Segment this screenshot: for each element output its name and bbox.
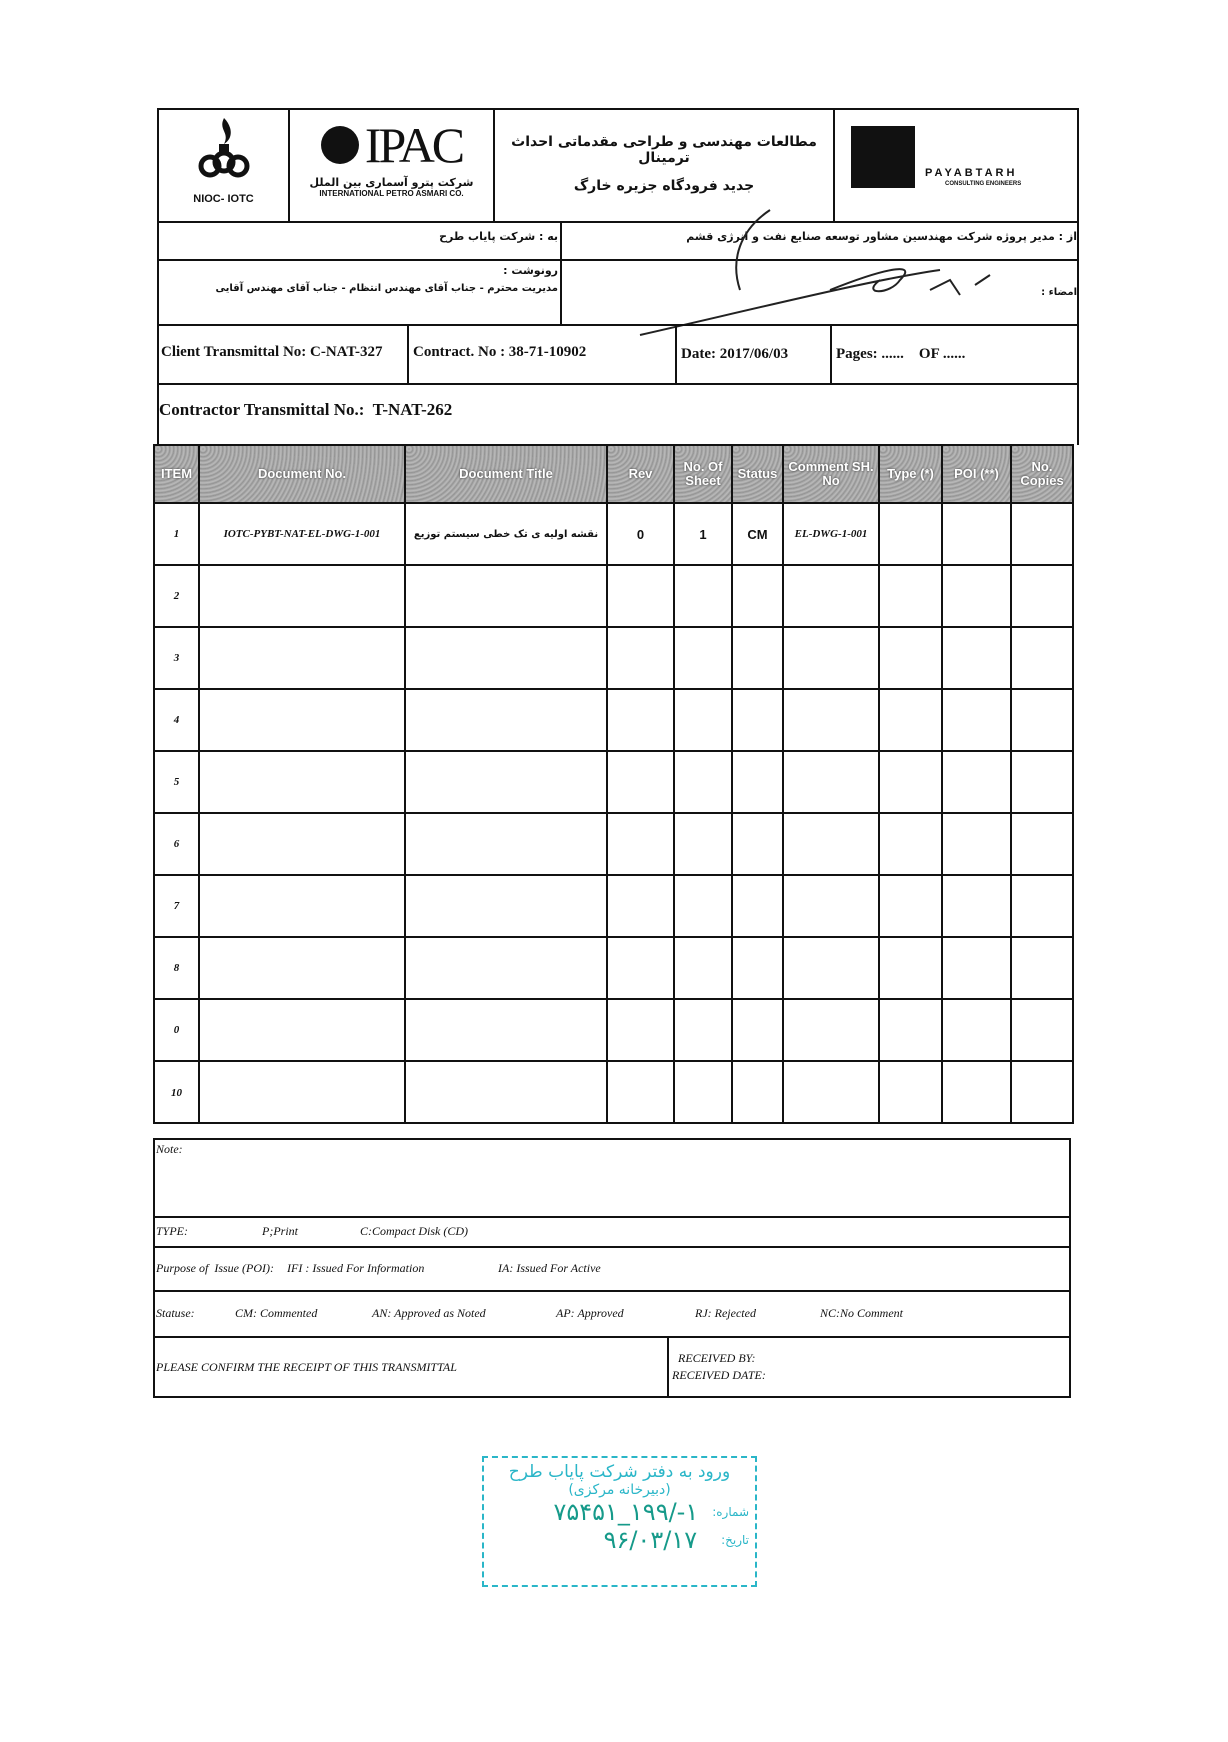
cell-status: CM	[733, 504, 784, 566]
type-print: P;Print	[262, 1224, 298, 1238]
cell-status	[733, 814, 784, 876]
cell-copies	[1012, 1000, 1072, 1062]
ipac-name-en: INTERNATIONAL PETRO ASMARI CO.	[319, 189, 464, 198]
payabtarh-name: PAYABTARH	[925, 167, 1018, 179]
cell-doc-no	[200, 752, 406, 814]
cell-sheets	[675, 628, 733, 690]
divider	[153, 1216, 1071, 1218]
nioc-label: NIOC- IOTC	[193, 193, 254, 205]
cell-status	[733, 566, 784, 628]
received-stamp	[482, 1456, 757, 1587]
from-field: از : مدیر پروژه شرکت مهندسین مشاور توسعه صنایع نفت و انرژی قشم	[686, 230, 1077, 243]
cell-comment	[784, 1062, 880, 1124]
table-row	[155, 504, 1072, 566]
table-row	[155, 876, 1072, 938]
cell-item: 4	[155, 690, 200, 752]
cell-copies	[1012, 876, 1072, 938]
status-rj: RJ: Rejected	[695, 1306, 756, 1320]
cell-item: 6	[155, 814, 200, 876]
cell-poi	[943, 938, 1012, 1000]
note-label: Note:	[156, 1142, 183, 1156]
cell-type	[880, 1062, 943, 1124]
contract-no: Contract. No : 38-71-10902	[413, 343, 587, 360]
cell-type	[880, 504, 943, 566]
cell-title	[406, 1062, 608, 1124]
divider	[667, 1336, 669, 1398]
cell-title	[406, 814, 608, 876]
project-title-line2: جدید فرودگاه جزیره خارگ	[573, 178, 755, 194]
cell-doc-no	[200, 1062, 406, 1124]
cell-poi	[943, 628, 1012, 690]
cell-rev: 0	[608, 504, 675, 566]
nioc-logo	[159, 110, 288, 221]
cell-rev	[608, 752, 675, 814]
status-an: AN: Approved as Noted	[372, 1306, 486, 1320]
cell-sheets	[675, 690, 733, 752]
received-by: RECEIVED BY:	[678, 1351, 756, 1365]
cell-copies	[1012, 938, 1072, 1000]
table-row	[155, 1062, 1072, 1124]
cell-copies	[1012, 1062, 1072, 1124]
cell-type	[880, 938, 943, 1000]
type-cd: C:Compact Disk (CD)	[360, 1224, 468, 1238]
confirm-receipt: PLEASE CONFIRM THE RECEIPT OF THIS TRANSMITTAL	[156, 1360, 457, 1374]
cell-status	[733, 876, 784, 938]
cell-comment	[784, 938, 880, 1000]
divider	[153, 1290, 1071, 1292]
column-header: No. Copies	[1012, 446, 1072, 504]
cell-poi	[943, 814, 1012, 876]
cell-poi	[943, 1000, 1012, 1062]
cell-comment	[784, 1000, 880, 1062]
poi-ia: IA: Issued For Active	[498, 1261, 601, 1275]
project-title-line1: مطالعات مهندسی و طراحی مقدماتی احداث ترمینال	[511, 134, 817, 166]
cell-poi	[943, 504, 1012, 566]
cell-comment: EL-DWG-1-001	[784, 504, 880, 566]
stamp-number-label: شماره:	[712, 1505, 749, 1519]
cell-type	[880, 1000, 943, 1062]
status-cm: CM: Commented	[235, 1306, 318, 1320]
divider	[560, 221, 562, 326]
payabtarh-sub: CONSULTING ENGINEERS	[945, 181, 1022, 187]
status-nc: NC:No Comment	[820, 1306, 904, 1320]
ipac-wordmark: IPAC	[364, 117, 463, 173]
column-header: Rev	[608, 446, 675, 504]
column-header: Document No.	[200, 446, 406, 504]
cell-item: 7	[155, 876, 200, 938]
cell-sheets	[675, 1000, 733, 1062]
cell-title: نقشه اولیه ی تک خطی سیستم توزیع	[406, 504, 608, 566]
cell-item: 0	[155, 1000, 200, 1062]
table-row	[155, 814, 1072, 876]
nioc-flame-icon	[194, 116, 254, 182]
cell-rev	[608, 566, 675, 628]
cell-title	[406, 628, 608, 690]
cell-poi	[943, 876, 1012, 938]
poi-label: Purpose of Issue (POI):	[156, 1261, 274, 1275]
cell-doc-no	[200, 938, 406, 1000]
cell-title	[406, 1000, 608, 1062]
cell-copies	[1012, 752, 1072, 814]
cell-copies	[1012, 504, 1072, 566]
signature-scribble	[630, 200, 1010, 340]
client-transmittal-no: Client Transmittal No: C-NAT-327	[161, 343, 383, 360]
cell-sheets	[675, 938, 733, 1000]
column-header: ITEM	[155, 446, 200, 504]
cell-item: 3	[155, 628, 200, 690]
cell-sheets: 1	[675, 504, 733, 566]
cell-doc-no	[200, 628, 406, 690]
pages: Pages: ...... OF ......	[836, 345, 966, 362]
cell-rev	[608, 876, 675, 938]
cell-type	[880, 876, 943, 938]
cell-rev	[608, 814, 675, 876]
date: Date: 2017/06/03	[681, 345, 789, 362]
cell-rev	[608, 1062, 675, 1124]
status-ap: AP: Approved	[556, 1306, 624, 1320]
received-date: RECEIVED DATE:	[672, 1368, 766, 1382]
ipac-drop-icon	[321, 126, 359, 164]
table-row	[155, 938, 1072, 1000]
table-row	[155, 752, 1072, 814]
cell-poi	[943, 1062, 1012, 1124]
cell-copies	[1012, 566, 1072, 628]
cell-doc-no	[200, 876, 406, 938]
cell-status	[733, 752, 784, 814]
cell-status	[733, 628, 784, 690]
table-row	[155, 690, 1072, 752]
status-label: Statuse:	[156, 1306, 195, 1320]
cc-value: مدیریت محترم - جناب آقای مهندس انتظام - جناب آقای مهندس آقایی	[215, 283, 558, 294]
cell-rev	[608, 938, 675, 1000]
cell-item: 5	[155, 752, 200, 814]
cell-copies	[1012, 814, 1072, 876]
cell-sheets	[675, 876, 733, 938]
cell-type	[880, 752, 943, 814]
cell-title	[406, 876, 608, 938]
table-row	[155, 628, 1072, 690]
cell-item: 1	[155, 504, 200, 566]
cell-status	[733, 690, 784, 752]
divider	[153, 1246, 1071, 1248]
cell-comment	[784, 814, 880, 876]
cell-doc-no	[200, 566, 406, 628]
cell-copies	[1012, 690, 1072, 752]
cell-rev	[608, 1000, 675, 1062]
column-header: Type (*)	[880, 446, 943, 504]
stamp-line1: ورود به دفتر شرکت پایاب طرح	[508, 1462, 731, 1482]
column-header: Document Title	[406, 446, 608, 504]
cell-rev	[608, 690, 675, 752]
cc-label: رونوشت :	[503, 264, 558, 277]
cell-status	[733, 1062, 784, 1124]
document-table	[153, 444, 1074, 1124]
cell-title	[406, 566, 608, 628]
cell-comment	[784, 690, 880, 752]
cell-item: 8	[155, 938, 200, 1000]
column-header: Comment SH. No	[784, 446, 880, 504]
cell-doc-no	[200, 690, 406, 752]
table-row	[155, 1000, 1072, 1062]
ipac-logo	[288, 110, 493, 221]
table-row	[155, 566, 1072, 628]
cell-type	[880, 566, 943, 628]
cell-title	[406, 938, 608, 1000]
cell-poi	[943, 690, 1012, 752]
cell-poi	[943, 566, 1012, 628]
column-header: No. Of Sheet	[675, 446, 733, 504]
cell-status	[733, 938, 784, 1000]
to-field: به : شرکت پایاب طرح	[439, 230, 558, 243]
divider	[153, 1336, 1071, 1338]
cell-sheets	[675, 814, 733, 876]
column-header: POI (**)	[943, 446, 1012, 504]
cell-comment	[784, 752, 880, 814]
column-header: Status	[733, 446, 784, 504]
stamp-date-label: تاریخ:	[721, 1533, 749, 1547]
payabtarh-mark-icon	[851, 126, 915, 188]
type-label: TYPE:	[156, 1224, 189, 1238]
cell-sheets	[675, 752, 733, 814]
stamp-number: ۱-/۱۹۹_۷۵۴۵۱	[553, 1498, 699, 1526]
cell-doc-no: IOTC-PYBT-NAT-EL-DWG-1-001	[200, 504, 406, 566]
cell-sheets	[675, 566, 733, 628]
cell-type	[880, 814, 943, 876]
stamp-line2: (دبیرخانه مرکزی)	[568, 1482, 671, 1498]
cell-sheets	[675, 1062, 733, 1124]
cell-doc-no	[200, 814, 406, 876]
cell-rev	[608, 628, 675, 690]
cell-comment	[784, 566, 880, 628]
cell-type	[880, 690, 943, 752]
stamp-date: ۹۶/۰۳/۱۷	[603, 1526, 698, 1554]
ipac-name-fa: شرکت پترو آسماری بین الملل	[309, 176, 474, 189]
cell-status	[733, 1000, 784, 1062]
cell-title	[406, 752, 608, 814]
signature-label: امضاء :	[1041, 287, 1077, 298]
cell-title	[406, 690, 608, 752]
cell-poi	[943, 752, 1012, 814]
poi-ifi: IFI : Issued For Information	[287, 1261, 425, 1275]
cell-item: 2	[155, 566, 200, 628]
cell-copies	[1012, 628, 1072, 690]
cell-comment	[784, 876, 880, 938]
contractor-transmittal-no: Contractor Transmittal No.: T-NAT-262	[159, 400, 453, 419]
cell-doc-no	[200, 1000, 406, 1062]
cell-type	[880, 628, 943, 690]
cell-comment	[784, 628, 880, 690]
cell-item: 10	[155, 1062, 200, 1124]
